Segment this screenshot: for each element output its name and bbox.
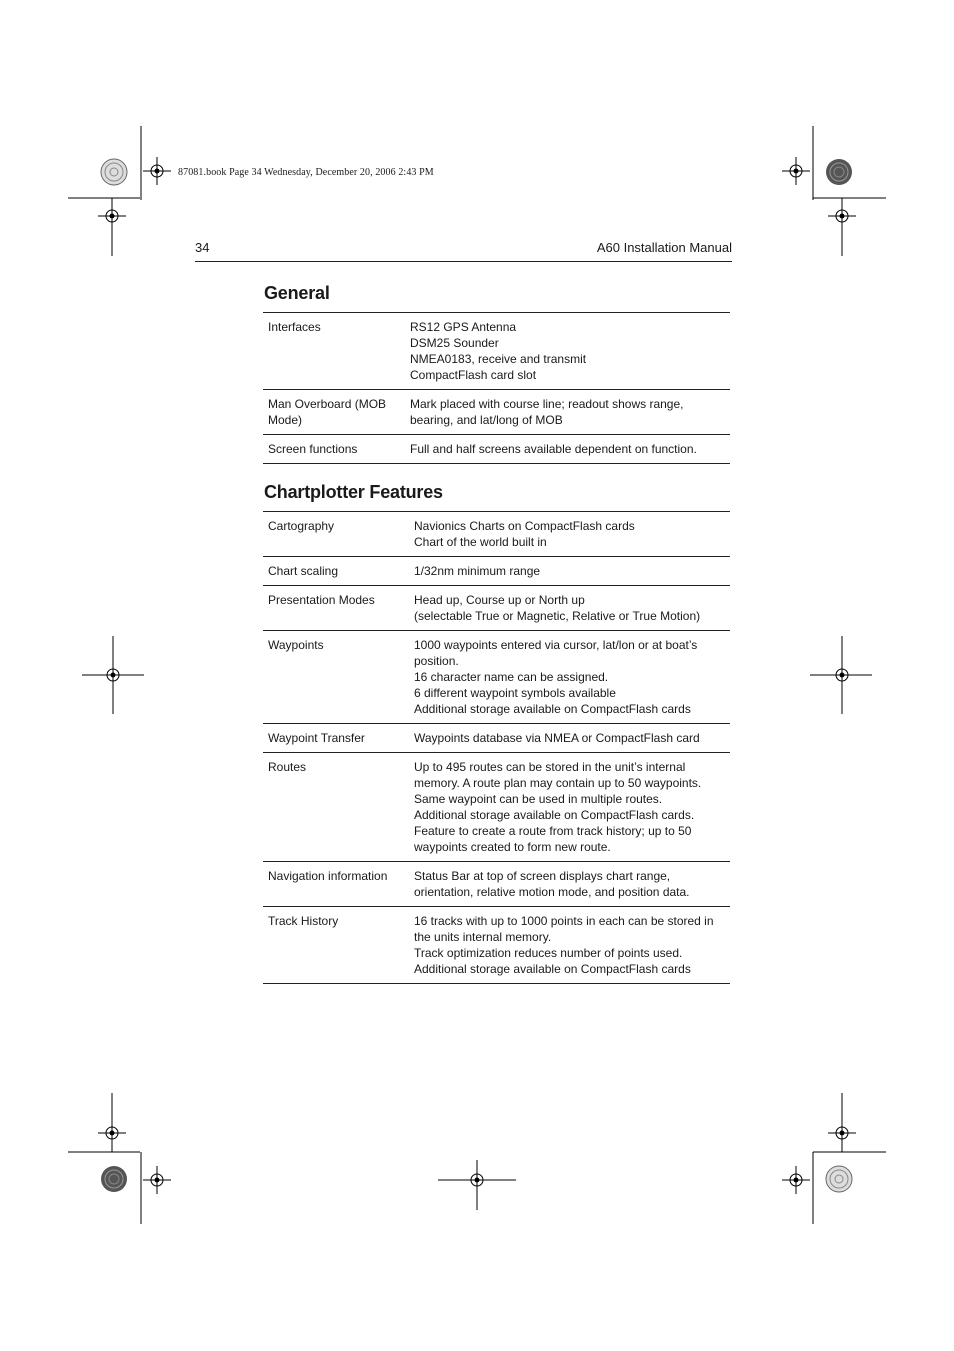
running-header-title: A60 Installation Manual [596,240,732,255]
general-spec-table [263,312,730,464]
table-row [263,586,730,631]
spec-label: Track History [263,907,409,984]
spec-value: Up to 495 routes can be stored in the unit’s internal memory. A route plan may contain up to 50 waypoints. Same waypoint can be used in multiple routes. Additional storage available on CompactFlash cards. Feature to create a route from track history; up to 50 waypoints created to form new route. [409,753,730,862]
table-row [263,390,730,435]
page-number: 34 [195,240,210,255]
registration-cross-icon [782,1166,810,1194]
color-target-icon [826,1166,852,1192]
spec-value: RS12 GPS Antenna DSM25 Sounder NMEA0183, receive and transmit CompactFlash card slot [405,313,730,390]
table-row [263,631,730,724]
spec-label: Presentation Modes [263,586,409,631]
spec-value: 16 tracks with up to 1000 points in each can be stored in the units internal memory. Track optimization reduces number of points used. Additional storage available on CompactFlash cards [409,907,730,984]
table-row [263,724,730,753]
header-rule [195,261,732,262]
chartplotter-spec-table [263,511,730,984]
spec-label: Interfaces [263,313,405,390]
table-row [263,862,730,907]
spec-value: Mark placed with course line; readout shows range, bearing, and lat/long of MOB [405,390,730,435]
spec-label: Waypoint Transfer [263,724,409,753]
spec-value: Status Bar at top of screen displays chart range, orientation, relative motion mode, and position data. [409,862,730,907]
table-row [263,753,730,862]
spec-value: 1000 waypoints entered via cursor, lat/lon or at boat’s position. 16 character name can be assigned. 6 different waypoint symbols available Additional storage available on CompactFlash cards [409,631,730,724]
spec-label: Cartography [263,512,409,557]
spec-label: Chart scaling [263,557,409,586]
spec-value: Waypoints database via NMEA or CompactFlash card [409,724,730,753]
spec-value: Navionics Charts on CompactFlash cards Chart of the world built in [409,512,730,557]
registration-cross-icon [143,157,171,185]
spec-label: Screen functions [263,435,405,464]
color-target-icon [101,1166,127,1192]
spec-value: 1/32nm minimum range [409,557,730,586]
spec-label: Navigation information [263,862,409,907]
table-row [263,557,730,586]
registration-cross-icon [782,157,810,185]
table-row [263,512,730,557]
section-title-general: General [264,283,330,303]
table-row [263,907,730,984]
registration-cross-icon [143,1166,171,1194]
table-row [263,313,730,390]
spec-value: Full and half screens available dependent on function. [405,435,730,464]
spec-label: Waypoints [263,631,409,724]
print-slug: 87081.book Page 34 Wednesday, December 20, 2006 2:43 PM [178,167,434,178]
spec-value: Head up, Course up or North up (selectable True or Magnetic, Relative or True Motion) [409,586,730,631]
color-target-icon [101,159,127,185]
section-title-chartplotter: Chartplotter Features [264,482,443,502]
spec-label: Routes [263,753,409,862]
color-target-icon [826,159,852,185]
table-row [263,435,730,464]
spec-label: Man Overboard (MOB Mode) [263,390,405,435]
